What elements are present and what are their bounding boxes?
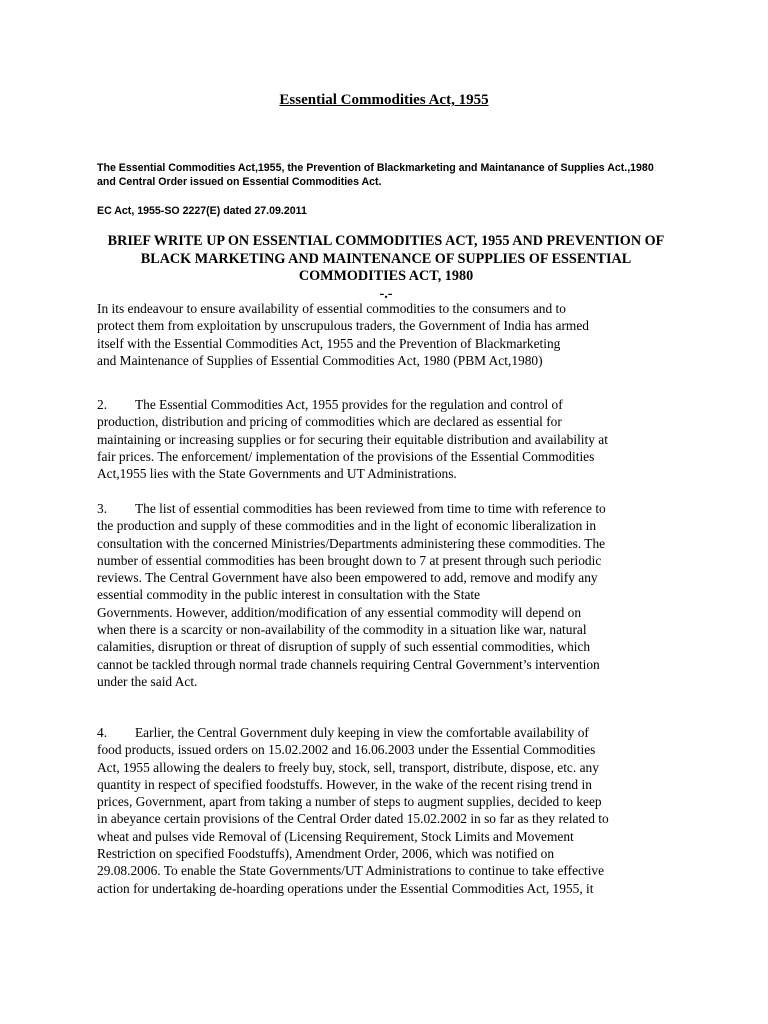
paragraph-2-text: The Essential Commodities Act, 1955 provides for the regulation and control of production, distribution and pricing of commodities which are declared as essential for maintaining or increasing supplies or for securing their equitable distribution and availability at fair prices. The enforcement/ implementation of the provisions of the Essential Commodities Act,1955 lies with the State Governments and UT Administrations.: [97, 397, 608, 482]
subheading-acts: The Essential Commodities Act,1955, the Prevention of Blackmarketing and Maintanance of Supplies Act.,1980 and Central Order issued on Essential Commodities Act.: [97, 162, 654, 188]
paragraph-2: [97, 396, 675, 482]
paragraph-3-text: The list of essential commodities has been reviewed from time to time with reference to the production and supply of these commodities and in the light of economic liberalization in consultation with the concerned Ministries/Departments administering these commodities. The number of essential commodities has been brought down to 7 at present through such periodic reviews. The Central Government have also been empowered to add, remove and modify any essential commodity in the public interest in consultation with the State Governments. However, addition/modification of any essential commodity will depend on when there is a scarcity or non-availability of the commodity in a situation like war, natural calamities, disruption or threat of disruption of supply of such essential commodities, which cannot be tackled through normal trade channels requiring Central Government’s intervention under the said Act.: [97, 501, 606, 689]
paragraph-3-number: 3.: [97, 501, 108, 516]
heading-separator: -.-: [379, 285, 393, 302]
document-title: Essential Commodities Act, 1955: [279, 92, 489, 108]
paragraph-4-text: Earlier, the Central Government duly keeping in view the comfortable availability of food products, issued orders on 15.02.2002 and 16.06.2003 under the Essential Commodities Act, 1955 allowing the dealers to freely buy, stock, sell, transport, distribute, dispose, etc. any quantity in respect of specified foodstuffs. However, in the wake of the recent rising trend in prices, Government, apart from taking a number of steps to augment supplies, decided to keep in abeyance certain provisions of the Central Order dated 15.02.2002 in so far as they related to wheat and pulses vide Removal of (Licensing Requirement, Stock Limits and Movement Restriction on specified Foodstuffs), Amendment Order, 2006, which was notified on 29.08.2006. To enable the State Governments/UT Administrations to continue to take effective action for undertaking de-hoarding operations under the Essential Commodities Act, 1955, it: [97, 725, 609, 896]
paragraph-2-number: 2.: [97, 397, 108, 412]
paragraph-4: [97, 724, 675, 897]
subheading-ec-act: EC Act, 1955-SO 2227(E) dated 27.09.2011: [97, 205, 307, 217]
paragraph-3: [97, 500, 675, 690]
paragraph-1: In its endeavour to ensure availability of essential commodities to the consumers and to protect them from exploitation by unscrupulous traders, the Government of India has armed itself with the Essential Commodities Act, 1955 and the Prevention of Blackmarketing and Maintenance of Supplies of Essential Commodities Act, 1980 (PBM Act,1980): [97, 301, 589, 368]
brief-heading-block: [88, 233, 684, 303]
paragraph-4-number: 4.: [97, 725, 108, 740]
brief-heading: BRIEF WRITE UP ON ESSENTIAL COMMODITIES ACT, 1955 AND PREVENTION OF BLACK MARKETING AND MAINTENANCE OF SUPPLIES OF ESSENTIAL COMMODITIES ACT, 1980: [107, 233, 665, 284]
